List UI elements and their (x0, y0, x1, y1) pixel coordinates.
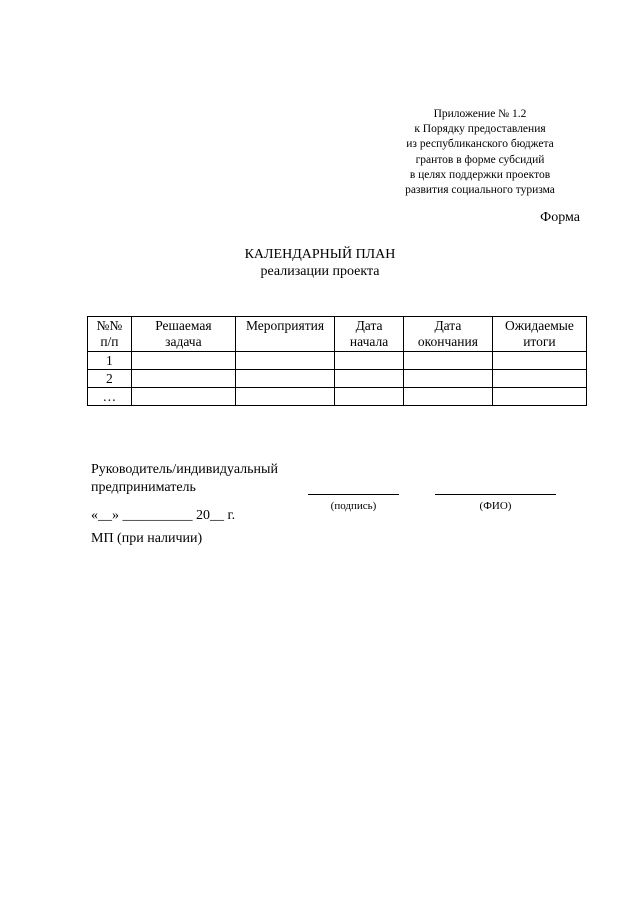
table-cell (131, 370, 235, 388)
signatory-role-line1: Руководитель/индивидуальный (91, 462, 278, 477)
title-sub: реализации проекта (260, 264, 380, 279)
form-label: Форма (540, 210, 580, 225)
table-row (88, 370, 587, 388)
signatory-role-line2: предприниматель (91, 480, 196, 495)
table-header-row (88, 317, 587, 352)
header-end-date: Дата окончания (403, 317, 492, 352)
appendix-line: Приложение № 1.2 (433, 108, 527, 120)
header-number: №№ п/п (88, 317, 132, 352)
table-cell: 2 (88, 370, 132, 388)
table-cell (403, 370, 492, 388)
appendix-line: в целях поддержки проектов (409, 168, 551, 181)
table-cell (492, 352, 586, 370)
table-cell (235, 352, 334, 370)
table-cell (492, 388, 586, 406)
table-cell: … (88, 388, 132, 406)
table-cell (403, 388, 492, 406)
table-cell (335, 388, 404, 406)
calendar-plan-table (87, 316, 587, 406)
table-cell (335, 352, 404, 370)
header-task: Решаемая задача (131, 317, 235, 352)
table-cell (235, 370, 334, 388)
header-start-date: Дата начала (335, 317, 404, 352)
header-activities: Мероприятия (235, 317, 334, 352)
appendix-line: из республиканского бюджета (406, 138, 554, 151)
fio-line (435, 494, 556, 495)
table-cell (335, 370, 404, 388)
appendix-line: грантов в форме субсидий (415, 153, 545, 166)
appendix-block (380, 107, 580, 198)
stamp-note: МП (при наличии) (91, 531, 203, 546)
date-line: «__» __________ 20__ г. (91, 508, 236, 523)
table-cell (131, 388, 235, 406)
title-main: КАЛЕНДАРНЫЙ ПЛАН (244, 247, 396, 262)
fio-caption: (ФИО) (479, 500, 512, 512)
table-cell (492, 370, 586, 388)
signatory-role (91, 461, 278, 497)
appendix-line: к Порядку предоставления (414, 123, 546, 136)
document-title (0, 246, 640, 280)
signature-line (308, 494, 399, 495)
table-cell (403, 352, 492, 370)
header-expected-results: Ожидаемые итоги (492, 317, 586, 352)
table-cell (131, 352, 235, 370)
table-row (88, 388, 587, 406)
table-cell: 1 (88, 352, 132, 370)
table-row (88, 352, 587, 370)
appendix-line: развития социального туризма (405, 184, 555, 197)
table-cell (235, 388, 334, 406)
signature-caption: (подпись) (330, 500, 377, 512)
